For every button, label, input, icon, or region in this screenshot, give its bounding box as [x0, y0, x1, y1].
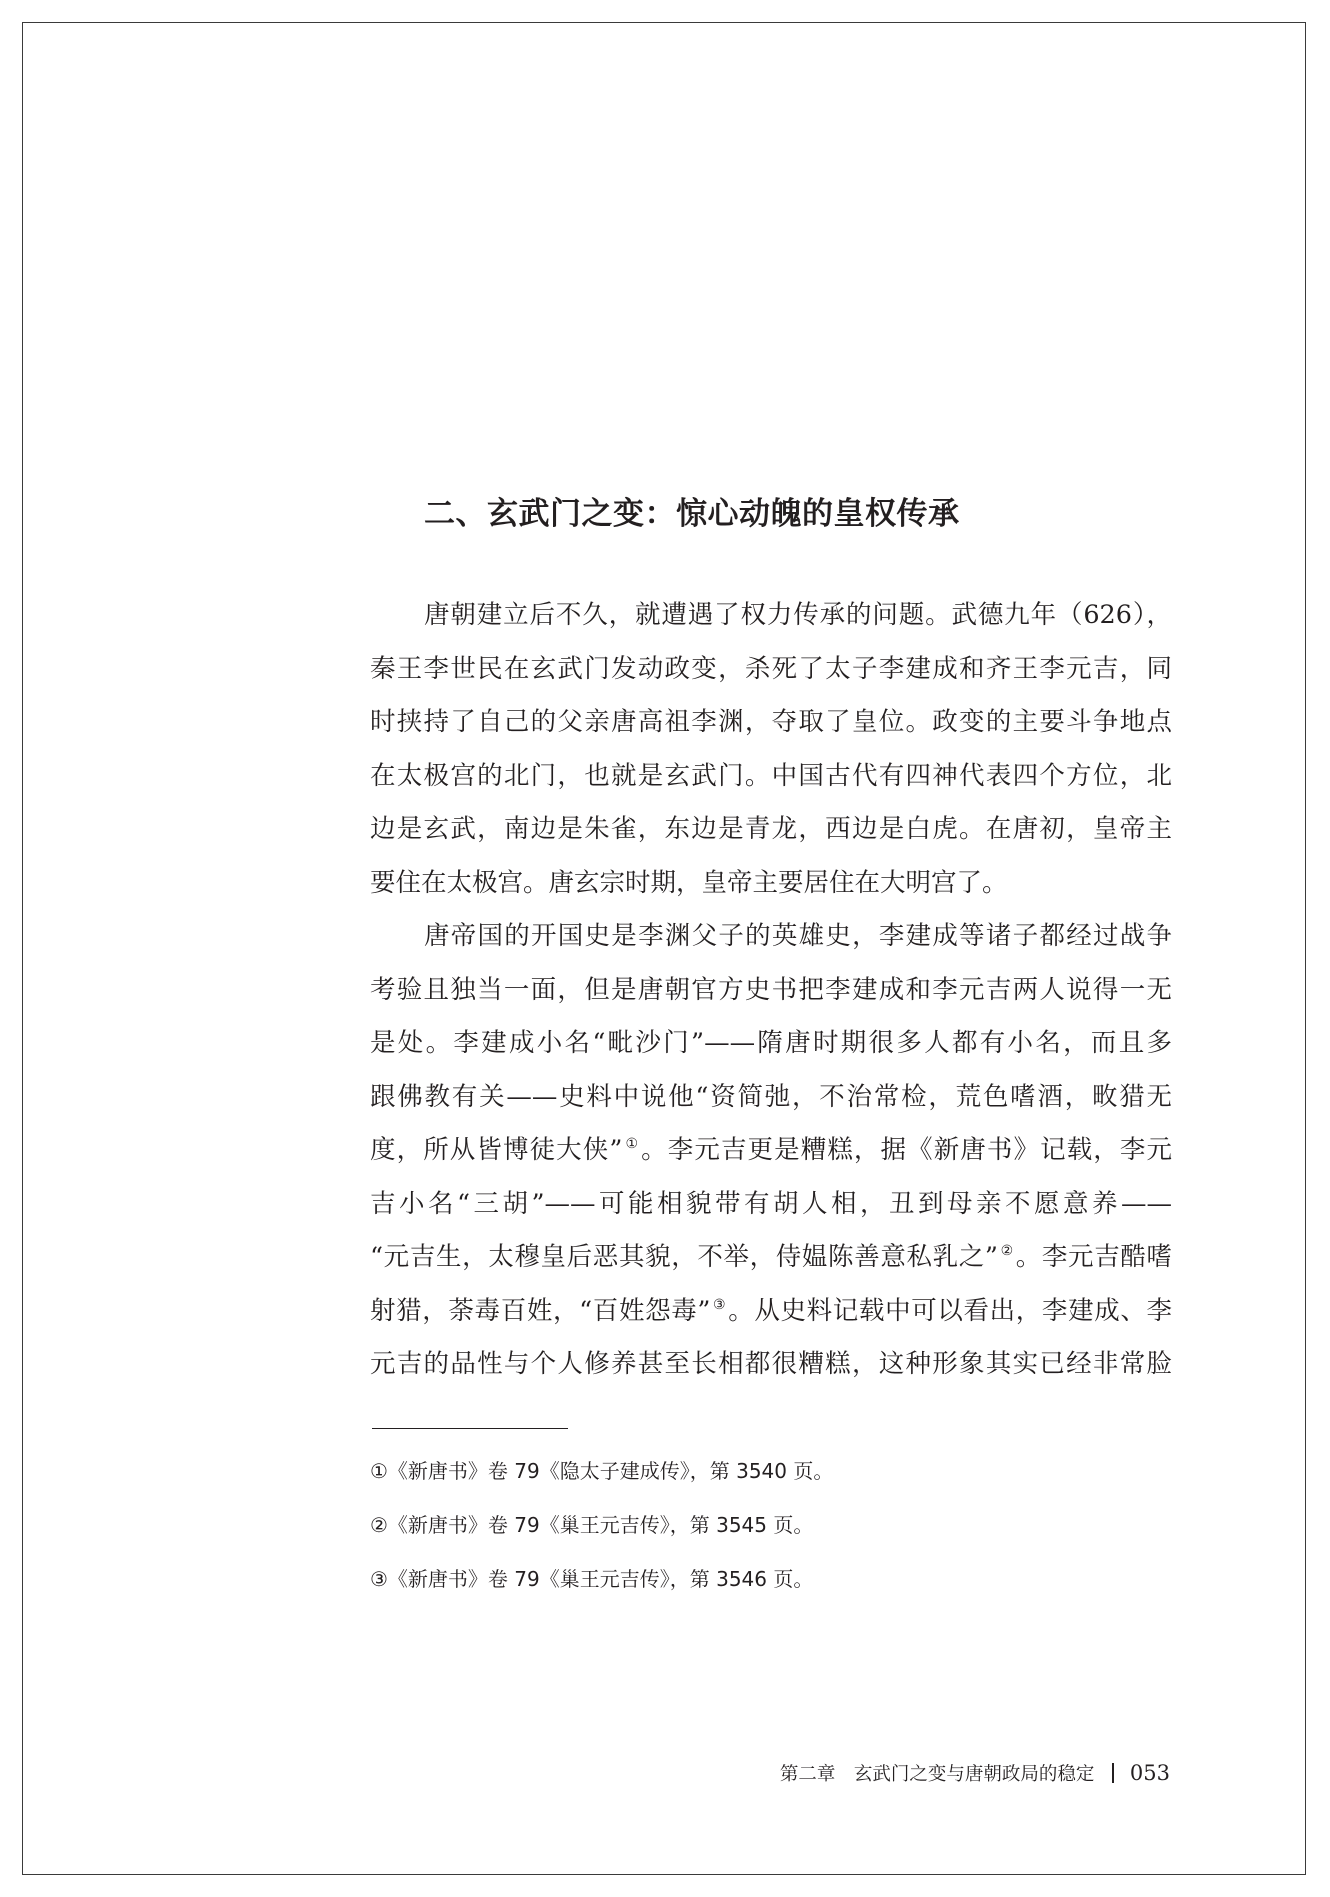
chapter-title: 第二章 玄武门之变与唐朝政局的稳定 [779, 1764, 1095, 1785]
paragraph-line: 在太极宫的北门，也就是玄武门。中国古代有四神代表四个方位，北 [370, 760, 1172, 791]
section-title: 二、玄武门之变：惊心动魄的皇权传承 [424, 496, 960, 532]
paragraph-line: 是处。李建成小名“毗沙门”——隋唐时期很多人都有小名，而且多 [370, 1028, 1172, 1058]
footnote-ref-2[interactable]: ② [999, 1243, 1014, 1259]
text-run: 。李元吉酷嗜 [1015, 1242, 1172, 1272]
footer-separator [1112, 1763, 1114, 1783]
paragraph-line: 考验且独当一面，但是唐朝官方史书把李建成和李元吉两人说得一无 [370, 974, 1172, 1005]
paragraph-line: 吉小名“三胡”——可能相貌带有胡人相，丑到母亲不愿意养—— [370, 1188, 1172, 1219]
page-number: 053 [1129, 1761, 1170, 1785]
text-run: 射猎，荼毒百姓，“百姓怨毒” [370, 1295, 711, 1326]
text-run: “元吉生，太穆皇后恶其貌，不举，侍媪陈善意私乳之” [370, 1242, 998, 1272]
paragraph-line: 元吉的品性与个人修养甚至长相都很糟糕，这种形象其实已经非常脸 [370, 1349, 1172, 1379]
paragraph-line: 唐帝国的开国史是李渊父子的英雄史，李建成等诸子都经过战争 [424, 921, 1172, 951]
paragraph-line: 唐朝建立后不久，就遭遇了权力传承的问题。武德九年（626）， [424, 600, 1172, 630]
text-run: 。李元吉更是糟糕，据《新唐书》记载，李元 [641, 1135, 1172, 1165]
text-run: 度，所从皆博徒大侠” [370, 1135, 623, 1165]
footnote-2: ②《新唐书》卷 79《巢王元吉传》，第 3545 页。 [370, 1513, 814, 1537]
body-text [370, 589, 1172, 1392]
footnote-divider [372, 1428, 568, 1429]
footnote-ref-1[interactable]: ① [624, 1136, 640, 1152]
paragraph-line: 时挟持了自己的父亲唐高祖李渊，夺取了皇位。政变的主要斗争地点 [370, 707, 1172, 737]
paragraph-line [370, 1231, 1172, 1285]
footnote-1: ①《新唐书》卷 79《隐太子建成传》，第 3540 页。 [370, 1459, 834, 1483]
paragraph-line: 要住在太极宫。唐玄宗时期，皇帝主要居住在大明宫了。 [370, 867, 1008, 898]
paragraph-line [370, 1124, 1172, 1178]
paragraph-line: 跟佛教有关——史料中说他“资简弛，不治常检，荒色嗜酒，畋猎无 [370, 1081, 1172, 1112]
text-run: 。从史料记载中可以看出，李建成、李 [728, 1295, 1172, 1326]
footnotes [370, 1456, 833, 1618]
running-footer [780, 1760, 1170, 1786]
paragraph-line [370, 1285, 1172, 1339]
paragraph-line: 秦王李世民在玄武门发动政变，杀死了太子李建成和齐王李元吉，同 [370, 653, 1172, 684]
paragraph-line: 边是玄武，南边是朱雀，东边是青龙，西边是白虎。在唐初，皇帝主 [370, 814, 1172, 844]
footnote-3: ③《新唐书》卷 79《巢王元吉传》，第 3546 页。 [370, 1567, 814, 1591]
footnote-ref-3[interactable]: ③ [712, 1296, 727, 1313]
